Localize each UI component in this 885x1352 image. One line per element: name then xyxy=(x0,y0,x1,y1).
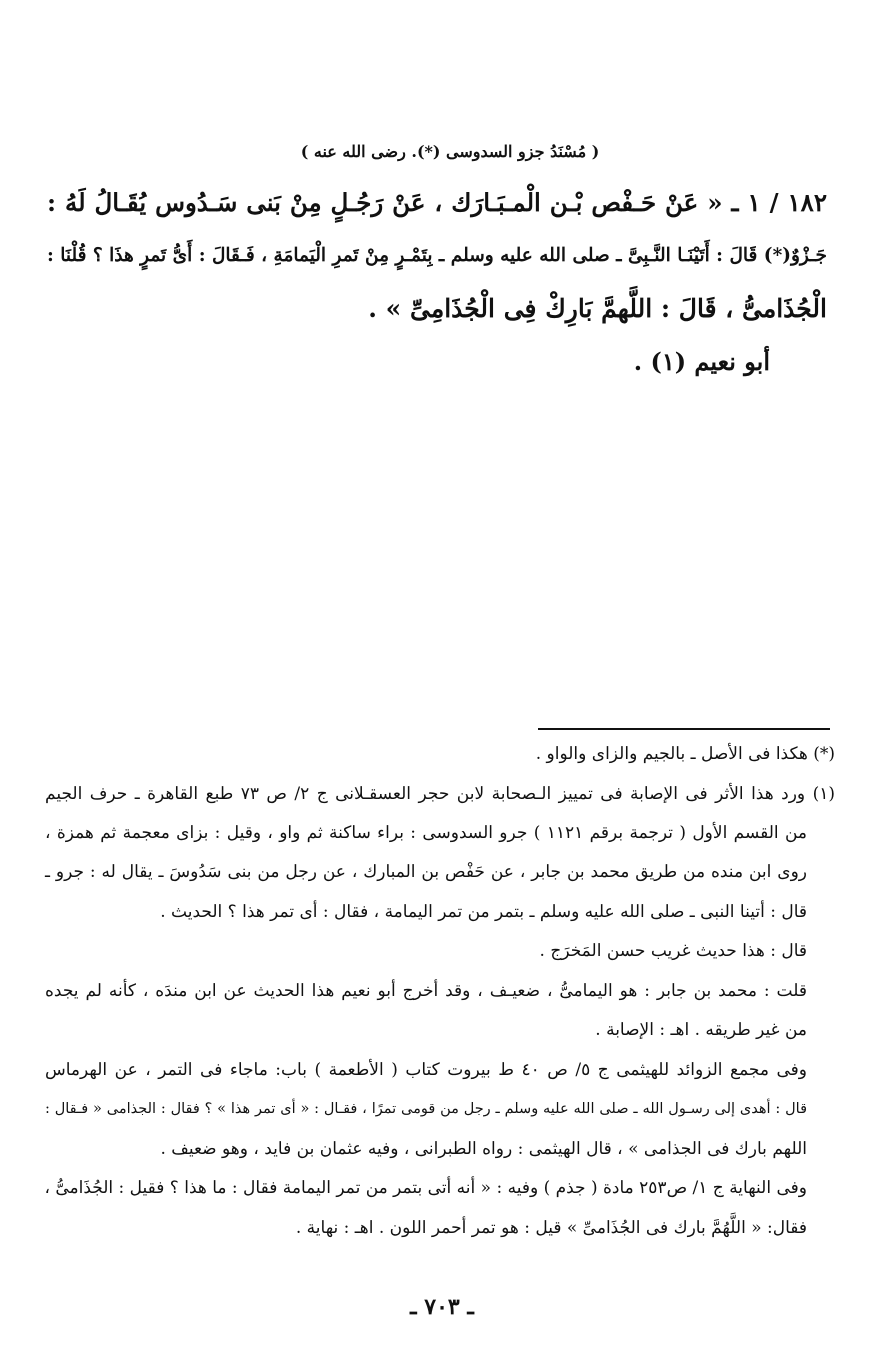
footnote-1-line: قال : هذا حديث غريب حسن المَخرَج . xyxy=(539,941,807,961)
hadith-line-2: جَـزْوٌ(*) قَالَ : أَتَيْنَـا النَّـبِىَّ ـ صلى الله عليه وسلم ـ بِتَمْـرٍ مِنْ تَمرِ الْيَمامَةِ ، فَـقَالَ : أَىُّ تَمرٍ هذَا ؟ قُلْنَا : xyxy=(46,245,827,266)
hadith-line-3: الْجُذَامىُّ ، قَالَ : اللَّهمَّ بَارِكْ فِى الْجُذَامِىِّ » . xyxy=(368,294,827,323)
footnote-1-line: من القسم الأول ( ترجمة برقم ١١٢١ ) جرو السدوسى : براء ساكنة ثم واو ، وقيل : بزاى معجمة ثم همزة ، xyxy=(45,823,808,843)
footnote-1-line: اللهم بارك فى الجذامى » ، قال الهيثمى : رواه الطبرانى ، وفيه عثمان بن فايد ، وهو ضعيف . xyxy=(160,1139,807,1159)
page-number: ـ ٧٠٣ ـ xyxy=(410,1294,474,1320)
footnote-1-line: قال : أهدى إلى رسـول الله ـ صلى الله عليه وسلم ـ رجل من قومى تمرًا ، فقـال : « أى تمر هذا » ؟ فقال : الجذامى « فـقال : xyxy=(45,1101,807,1117)
section-title: ( مُسْنَدُ جزو السدوسى (*). رضى الله عنه ) xyxy=(300,142,600,161)
footnote-1-line: روى ابن منده من طريق محمد بن جابر ، عن حَفْص بن المبارك ، عن رجل من بنى سَدُوسَ ـ يقال له : جرو ـ xyxy=(45,862,807,882)
hadith-source: أبو نعيم (١) . xyxy=(633,347,770,376)
footnote-star: (*) هكذا فى الأصل ـ بالجيم والزاى والواو . xyxy=(535,744,835,764)
footnote-1-line: قال : أتينا النبى ـ صلى الله عليه وسلم ـ بتمر من تمر اليمامة ، فقال : أى تمر هذا ؟ الحديث . xyxy=(160,902,807,922)
footnote-1-line: فقال: « اللَّهُمَّ بارك فى الجُذَامىِّ » قيل : هو تمر أحمر اللون . اهـ : نهاية . xyxy=(295,1218,807,1238)
footnote-1-line: من غير طريقه . اهـ : الإصابة . xyxy=(595,1020,807,1040)
hadith-line-1: ١٨٢ / ١ ـ « عَنْ حَـفْص بْـن الْمـبَـارَك ، عَنْ رَجُـلٍ مِنْ بَنى سَـدُوس يُقَـالُ لَهُ : xyxy=(47,188,827,217)
footnote-1-line: (١) ورد هذا الأثر فى الإصابة فى تمييز الـصحابة لابن حجر العسقـلانى ج ٢/ ص ٧٣ طبع القاهرة ـ حرف الجيم xyxy=(45,784,835,804)
footnote-divider xyxy=(538,728,830,730)
footnote-1-line: قلت : محمد بن جابر : هو اليمامىُّ ، ضعيـف ، وقد أخرج أبو نعيم هذا الحديث عن ابن مندَه ، كأنه لم يجده xyxy=(45,981,807,1001)
footnote-1-line: وفى النهاية ج ١/ ص٢٥٣ مادة ( جذم ) وفيه : « أنه أتى بتمر من تمر اليمامة فقال : ما هذا ؟ فقيل : الجُذَامىُّ ، xyxy=(44,1178,807,1198)
footnote-1-line: وفى مجمع الزوائد للهيثمى ج ٥/ ص ٤٠ ط بيروت كتاب ( الأطعمة ) باب: ماجاء فى التمر ، عن الهرماس xyxy=(45,1060,807,1080)
